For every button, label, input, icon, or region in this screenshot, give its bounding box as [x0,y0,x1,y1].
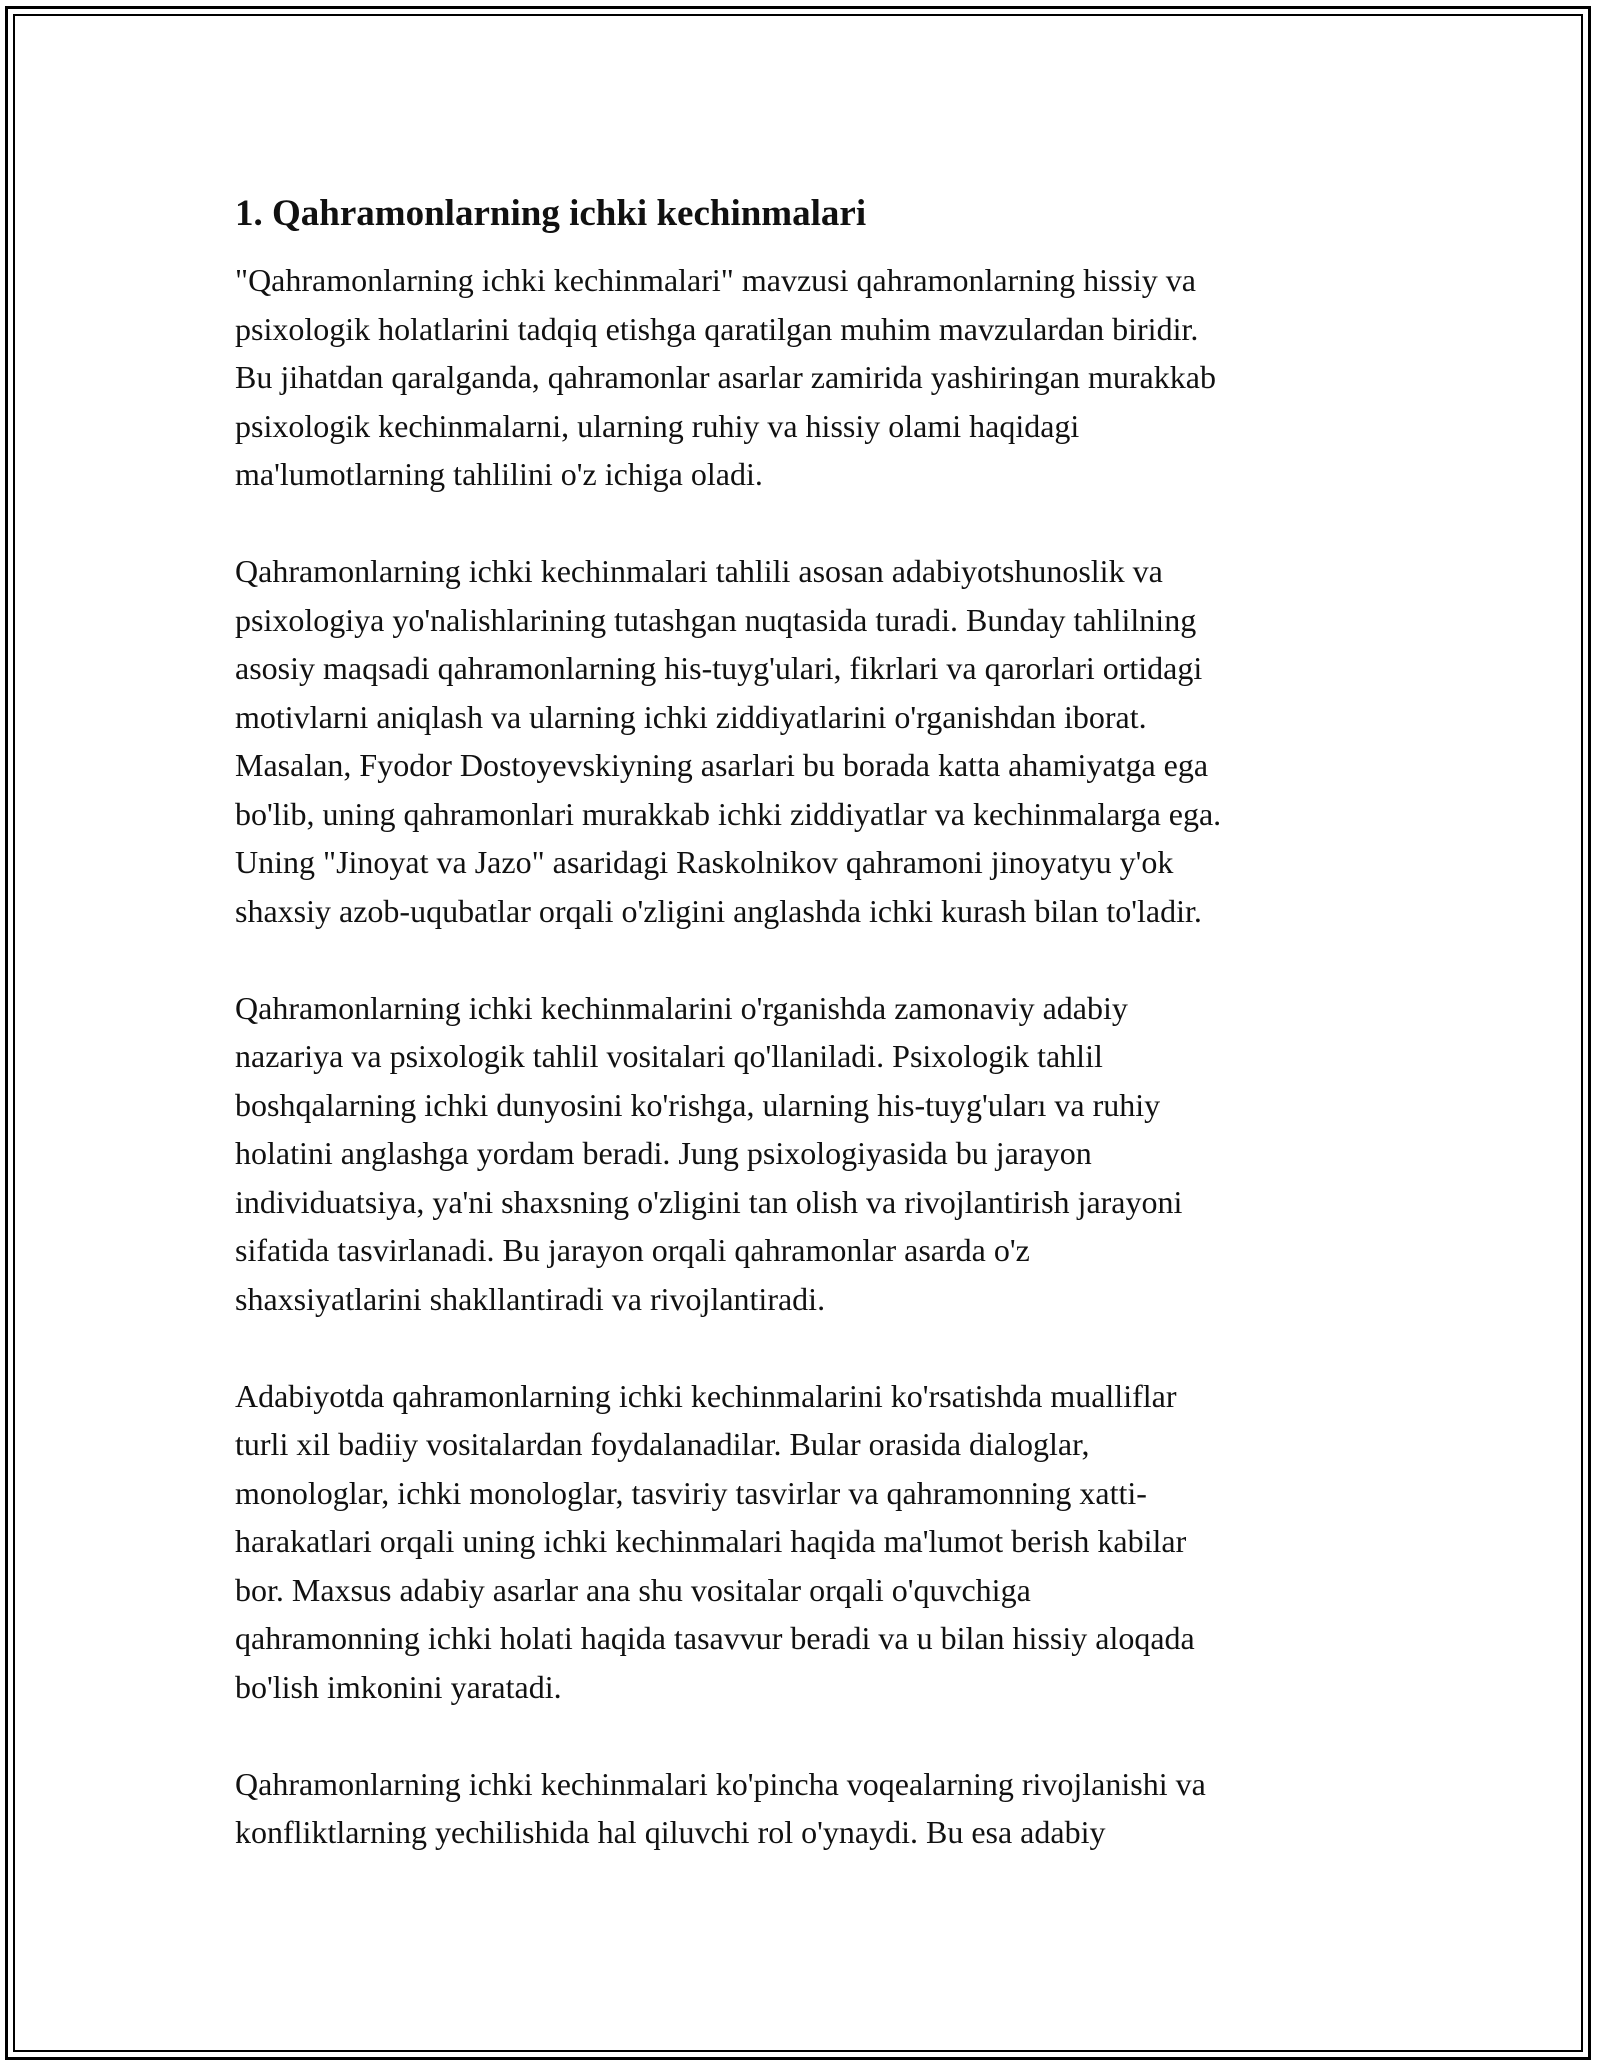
text-line: Adabiyotda qahramonlarning ichki kechinmalarini ko'rsatishda mualliflar [235,1377,1177,1414]
text-line: nazariya va psixologik tahlil vositalari qo'llaniladi. Psixologik tahlil [235,1038,1103,1074]
text-line: individuatsiya, ya'ni shaxsning o'zligini tan olish va rivojlantirish jarayoni [235,1183,1183,1220]
text-line: monologlar, ichki monologlar, tasviriy tasvirlar va qahramonning xatti- [235,1474,1147,1511]
text-line: harakatlari orqali uning ichki kechinmalari haqida ma'lumot berish kabilar [235,1523,1187,1559]
paragraph-1 [235,256,1375,499]
text-line: holatini anglashga yordam beradi. Jung psixologiyasida bu jarayon [235,1135,1092,1171]
text-line: turli xil badiiy vositalardan foydalanadilar. Bular orasida dialoglar, [235,1426,1090,1462]
text-line: Uning "Jinoyat va Jazo" asaridagi Raskolnikov qahramoni jinoyatyu y'ok [235,844,1174,880]
text-line: bo'lish imkonini yaratadi. [235,1668,562,1705]
paragraph-2 [235,547,1375,935]
document-body [235,188,1375,1905]
text-line: asosiy maqsadi qahramonlarning his-tuyg'ulari, fikrlari va qarorlari ortidagi [235,650,1203,686]
paragraph-3 [235,984,1375,1324]
text-line: Qahramonlarning ichki kechinmalari tahlili asosan adabiyotshunoslik va [235,553,1163,589]
text-line: sifatida tasvirlanadi. Bu jarayon orqali qahramonlar asarda o'z [235,1232,1030,1268]
text-line: ma'lumotlarning tahlilini o'z ichiga oladi. [235,456,763,492]
text-line: bo'lib, uning qahramonlari murakkab ichki ziddiyatlar va kechinmalarga ega. [235,795,1222,832]
text-line: qahramonning ichki holati haqida tasavvur beradi va u bilan hissiy aloqada [235,1620,1195,1656]
section-heading: 1. Qahramonlarning ichki kechinmalari [235,193,867,234]
text-line: Bu jihatdan qaralganda, qahramonlar asarlar zamirida yashiringan murakkab [235,359,1216,395]
text-line: psixologik kechinmalarni, ularning ruhiy va hissiy olami haqidagi [235,407,1080,444]
text-line: Qahramonlarning ichki kechinmalari ko'pincha voqealarning rivojlanishi va [235,1765,1206,1802]
text-line: motivlarni aniqlash va ularning ichki ziddiyatlarini o'rganishdan iborat. [235,698,1147,735]
paragraph-4 [235,1372,1375,1712]
text-line: shaxsiyatlarini shakllantiradi va rivojlantiradi. [235,1280,826,1317]
text-line: boshqalarning ichki dunyosini ko'rishga, ularning his-tuyg'uları va ruhiy [235,1086,1161,1123]
text-line: Masalan, Fyodor Dostoyevskiyning asarlari bu borada katta ahamiyatga ega [235,747,1209,783]
text-line: bor. Maxsus adabiy asarlar ana shu vositalar orqali o'quvchiga [235,1571,1031,1608]
text-line: konfliktlarning yechilishida hal qiluvchi rol o'ynaydi. Bu esa adabiy [235,1814,1106,1850]
text-line: psixologiya yo'nalishlarining tutashgan nuqtasida turadi. Bunday tahlilning [235,601,1197,638]
paragraph-5 [235,1760,1375,1857]
text-line: "Qahramonlarning ichki kechinmalari" mavzusi qahramonlarning hissiy va [235,262,1196,298]
text-line: shaxsiy azob-uqubatlar orqali o'zligini anglashda ichki kurash bilan to'ladir. [235,892,1202,929]
text-line: psixologik holatlarini tadqiq etishga qaratilgan muhim mavzulardan biridir. [235,310,1199,347]
text-line: Qahramonlarning ichki kechinmalarini o'rganishda zamonaviy adabiy [235,989,1128,1026]
